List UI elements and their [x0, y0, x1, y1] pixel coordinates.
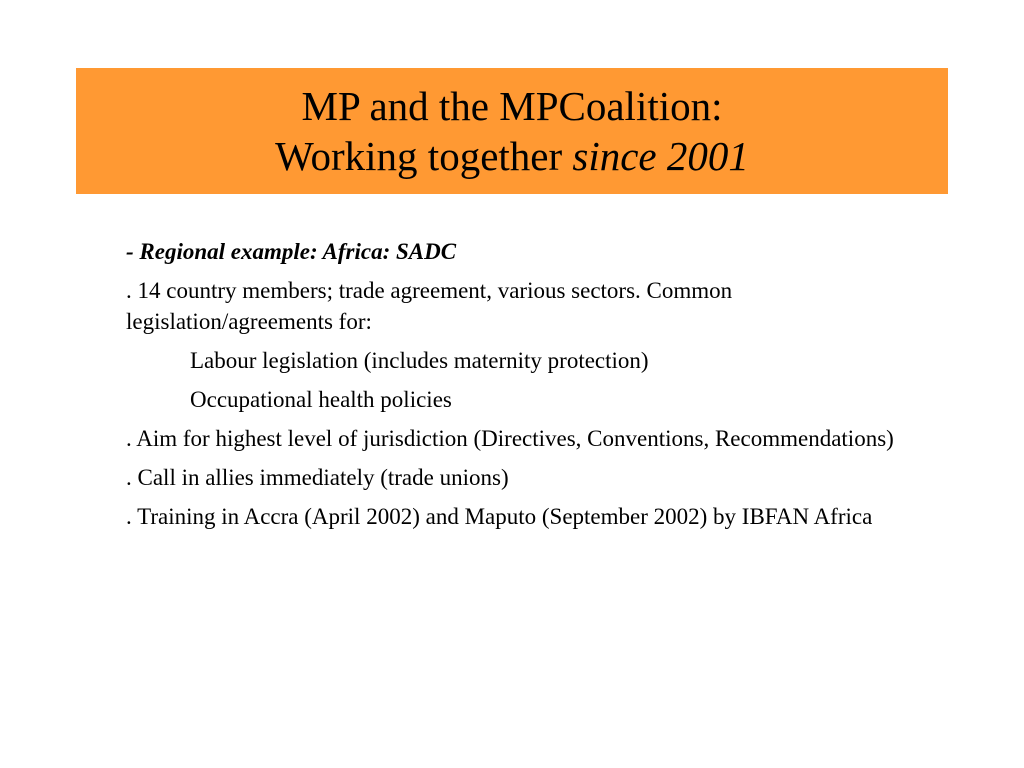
- subitem-labour-legislation: Labour legislation (includes maternity protection): [190, 348, 649, 373]
- section-heading-dash: -: [126, 239, 140, 264]
- slide-title-line-2-italic: since 2001: [572, 133, 749, 179]
- section-heading-text: Regional example: Africa: SADC: [139, 239, 457, 264]
- slide-title-line-2-regular: Working together: [275, 133, 573, 179]
- slide-title-banner: [76, 68, 948, 194]
- slide-title-line-2: [275, 131, 749, 181]
- slide-title-line-1: MP and the MPCoalition:: [301, 83, 723, 129]
- paragraph-allies: . Call in allies immediately (trade unions): [126, 465, 509, 490]
- section-heading: [126, 236, 906, 267]
- paragraph-members: . 14 country members; trade agreement, various sectors. Common legislation/agreements for:: [126, 278, 733, 334]
- paragraph-jurisdiction: . Aim for highest level of jurisdiction (Directives, Conventions, Recommendations): [126, 426, 894, 451]
- slide-body: [126, 236, 906, 540]
- subitem-occupational-health: Occupational health policies: [190, 387, 452, 412]
- paragraph-training: . Training in Accra (April 2002) and Maputo (September 2002) by IBFAN Africa: [126, 504, 873, 529]
